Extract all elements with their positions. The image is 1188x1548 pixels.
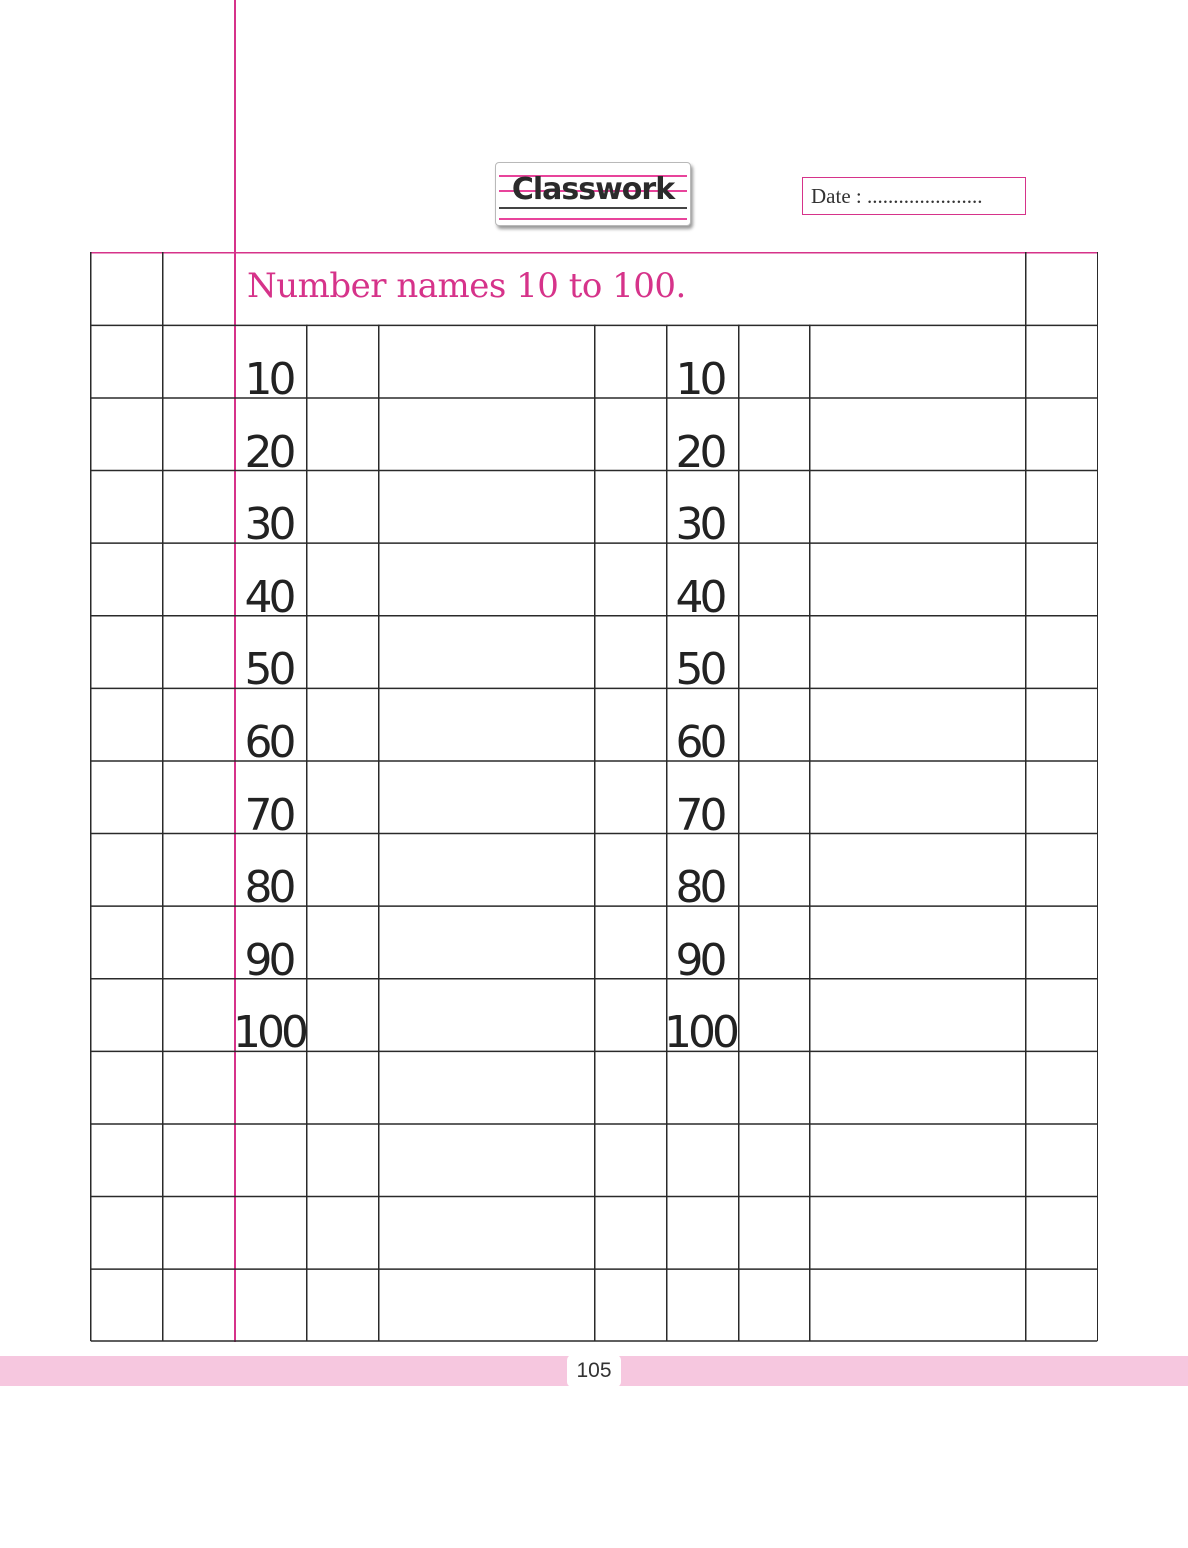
classwork-label: Classwork [511, 172, 675, 207]
badge-rule [499, 207, 687, 209]
left-number-70: 70 [244, 789, 293, 841]
right-number-60: 60 [675, 717, 724, 768]
left-number-100: 100 [233, 1007, 305, 1059]
page-number: 105 [567, 1355, 621, 1387]
right-number-10: 10 [675, 354, 724, 405]
right-number-30: 30 [675, 499, 724, 551]
date-field[interactable]: Date : ...................... [802, 177, 1026, 215]
right-number-70: 70 [675, 789, 724, 841]
left-number-80: 80 [244, 862, 293, 914]
right-number-90: 90 [675, 934, 724, 986]
left-number-40: 40 [244, 571, 293, 623]
classwork-badge [495, 162, 691, 226]
right-number-50: 50 [675, 644, 724, 696]
left-number-60: 60 [244, 717, 293, 768]
worksheet-title: Number names 10 to 100. [247, 266, 686, 306]
right-number-20: 20 [675, 426, 724, 478]
left-number-50: 50 [244, 644, 293, 696]
left-number-30: 30 [244, 499, 293, 551]
left-number-10: 10 [244, 354, 293, 405]
left-number-20: 20 [244, 426, 293, 478]
right-number-80: 80 [675, 862, 724, 914]
left-number-90: 90 [244, 934, 293, 986]
badge-rule [499, 218, 687, 220]
right-number-100: 100 [664, 1007, 736, 1059]
right-number-40: 40 [675, 571, 724, 623]
